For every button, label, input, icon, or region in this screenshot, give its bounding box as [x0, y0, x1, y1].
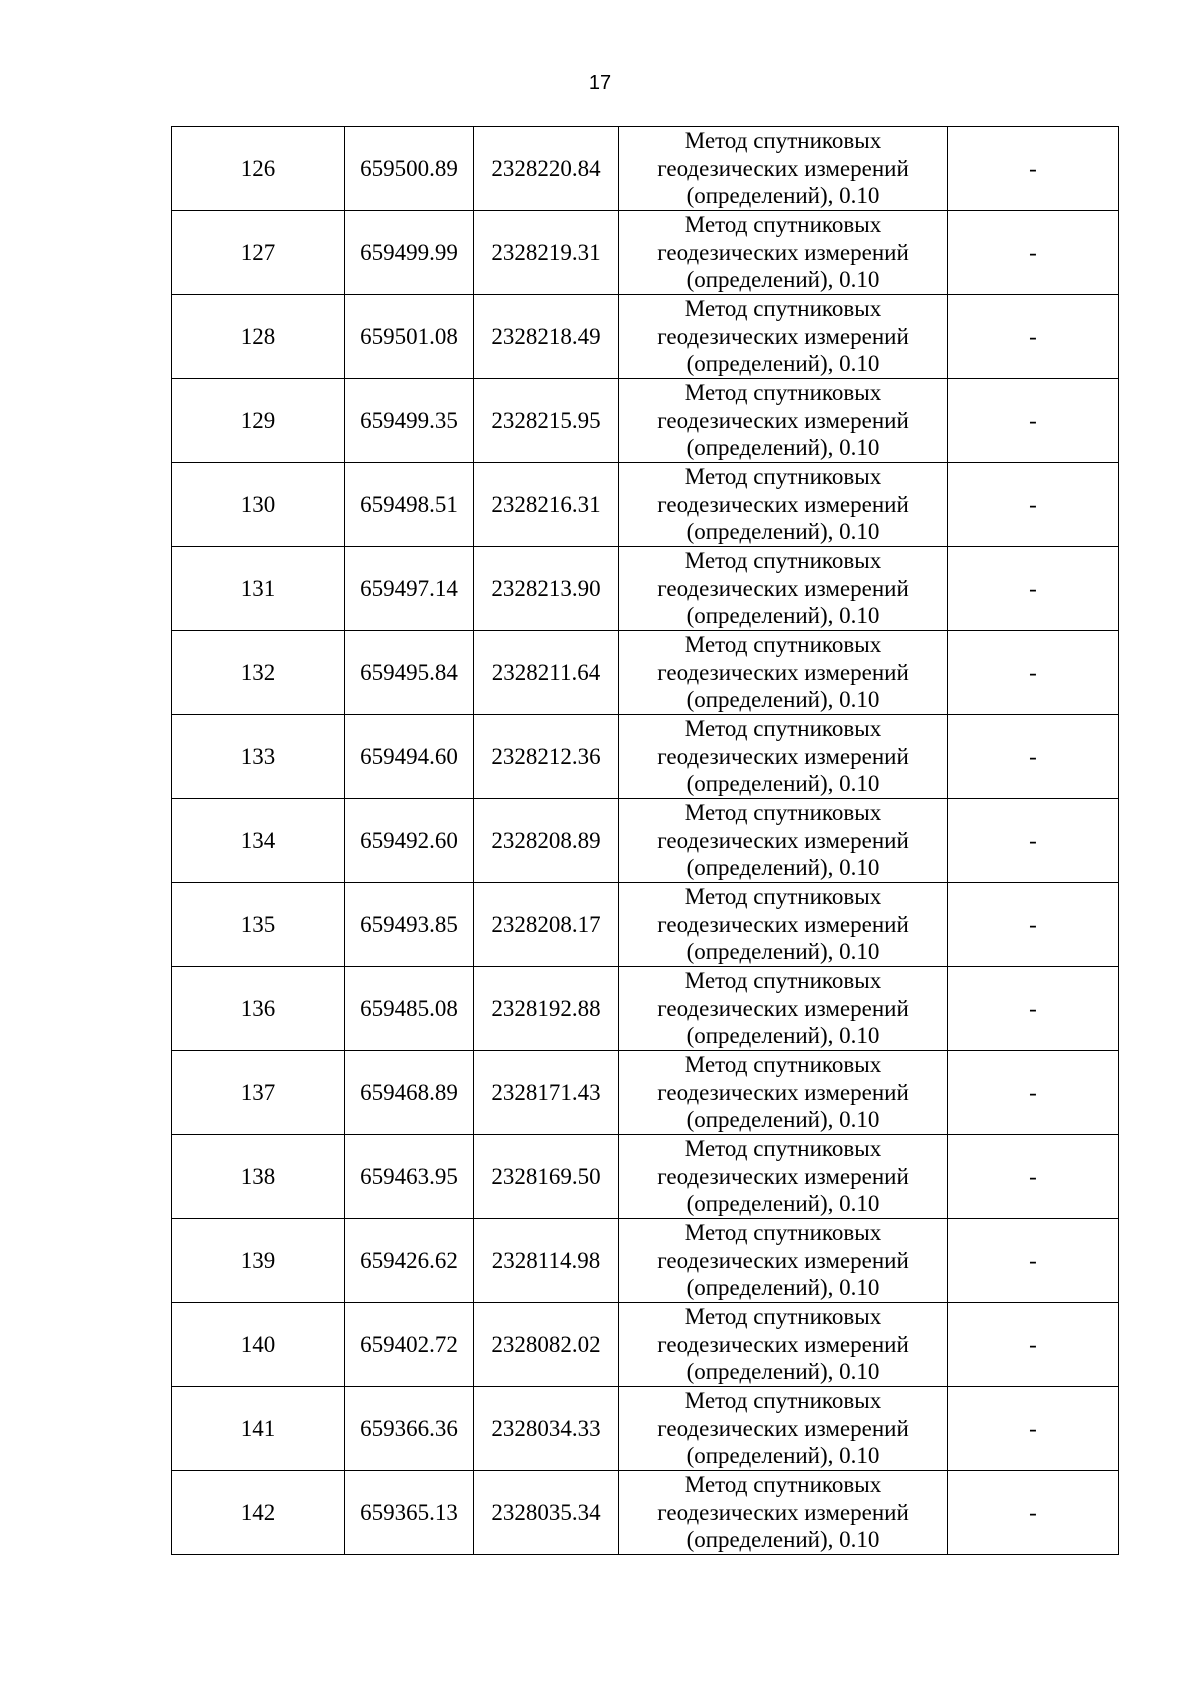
method-line-3: (определений), 0.10	[686, 183, 880, 209]
method-line-1: Метод спутниковых	[684, 1052, 882, 1078]
x-coordinate-cell	[345, 799, 474, 883]
method-cell	[619, 715, 948, 799]
point-number: 139	[240, 1247, 276, 1273]
method-line-2: геодезических измерений	[657, 1163, 909, 1189]
method-cell	[619, 547, 948, 631]
method-line-3: (определений), 0.10	[686, 603, 880, 629]
method-cell	[619, 295, 948, 379]
method-cell	[619, 631, 948, 715]
method-line-3: (определений), 0.10	[686, 855, 880, 881]
table-row	[172, 211, 1119, 295]
method-line-2: геодезических измерений	[657, 407, 909, 433]
note-cell	[948, 379, 1119, 463]
method-line-3: (определений), 0.10	[686, 939, 880, 965]
point-number-cell	[172, 967, 345, 1051]
point-number-cell	[172, 799, 345, 883]
y-coordinate: 2328211.64	[491, 659, 601, 685]
point-number: 126	[240, 155, 276, 181]
method-line-2: геодезических измерений	[657, 575, 909, 601]
y-coordinate: 2328212.36	[491, 743, 601, 769]
note: -	[1029, 1079, 1037, 1105]
table-row	[172, 1135, 1119, 1219]
method-line-1: Метод спутниковых	[684, 1136, 882, 1162]
method-line-2: геодезических измерений	[657, 743, 909, 769]
table-row	[172, 295, 1119, 379]
x-coordinate-cell	[345, 127, 474, 211]
point-number: 134	[240, 827, 276, 853]
y-coordinate-cell	[474, 1303, 619, 1387]
method-line-1: Метод спутниковых	[684, 632, 882, 658]
point-number: 132	[240, 659, 276, 685]
x-coordinate: 659426.62	[360, 1247, 458, 1273]
method-line-2: геодезических измерений	[657, 491, 909, 517]
x-coordinate: 659468.89	[360, 1079, 458, 1105]
note-cell	[948, 211, 1119, 295]
point-number-cell	[172, 547, 345, 631]
method-line-2: геодезических измерений	[657, 911, 909, 937]
method-line-2: геодезических измерений	[657, 995, 909, 1021]
method-line-3: (определений), 0.10	[686, 1107, 880, 1133]
note-cell	[948, 1387, 1119, 1471]
method-line-1: Метод спутниковых	[684, 1472, 882, 1498]
x-coordinate: 659501.08	[360, 323, 458, 349]
note-cell	[948, 127, 1119, 211]
point-number: 131	[240, 575, 276, 601]
method-line-1: Метод спутниковых	[684, 1220, 882, 1246]
y-coordinate-cell	[474, 799, 619, 883]
point-number: 138	[240, 1163, 276, 1189]
method-line-3: (определений), 0.10	[686, 267, 880, 293]
note: -	[1029, 743, 1037, 769]
note: -	[1029, 1247, 1037, 1273]
y-coordinate: 2328220.84	[491, 155, 601, 181]
y-coordinate-cell	[474, 631, 619, 715]
note-cell	[948, 883, 1119, 967]
y-coordinate-cell	[474, 379, 619, 463]
note-cell	[948, 463, 1119, 547]
note-cell	[948, 295, 1119, 379]
note-cell	[948, 1219, 1119, 1303]
table-row	[172, 967, 1119, 1051]
note: -	[1029, 1415, 1037, 1441]
point-number-cell	[172, 1471, 345, 1555]
method-cell	[619, 883, 948, 967]
x-coordinate-cell	[345, 967, 474, 1051]
y-coordinate: 2328169.50	[491, 1163, 601, 1189]
point-number-cell	[172, 463, 345, 547]
y-coordinate: 2328192.88	[491, 995, 601, 1021]
point-number: 140	[240, 1331, 276, 1357]
x-coordinate-cell	[345, 1051, 474, 1135]
method-cell	[619, 1303, 948, 1387]
x-coordinate-cell	[345, 1219, 474, 1303]
x-coordinate: 659499.35	[360, 407, 458, 433]
point-number: 136	[240, 995, 276, 1021]
note: -	[1029, 575, 1037, 601]
note: -	[1029, 827, 1037, 853]
point-number: 142	[240, 1499, 276, 1525]
table-row	[172, 883, 1119, 967]
point-number-cell	[172, 379, 345, 463]
point-number-cell	[172, 631, 345, 715]
method-cell	[619, 463, 948, 547]
note-cell	[948, 799, 1119, 883]
y-coordinate-cell	[474, 967, 619, 1051]
table-row	[172, 1051, 1119, 1135]
method-line-1: Метод спутниковых	[684, 380, 882, 406]
method-line-1: Метод спутниковых	[684, 548, 882, 574]
method-line-1: Метод спутниковых	[684, 212, 882, 238]
method-line-2: геодезических измерений	[657, 659, 909, 685]
y-coordinate: 2328171.43	[491, 1079, 601, 1105]
y-coordinate: 2328035.34	[491, 1499, 601, 1525]
note: -	[1029, 239, 1037, 265]
y-coordinate: 2328208.89	[491, 827, 601, 853]
x-coordinate: 659494.60	[360, 743, 458, 769]
y-coordinate-cell	[474, 1471, 619, 1555]
method-cell	[619, 967, 948, 1051]
note-cell	[948, 715, 1119, 799]
table-row	[172, 547, 1119, 631]
note: -	[1029, 323, 1037, 349]
x-coordinate-cell	[345, 547, 474, 631]
y-coordinate-cell	[474, 547, 619, 631]
table-row	[172, 715, 1119, 799]
y-coordinate: 2328082.02	[491, 1331, 601, 1357]
x-coordinate-cell	[345, 295, 474, 379]
x-coordinate-cell	[345, 1471, 474, 1555]
method-cell	[619, 1471, 948, 1555]
method-line-2: геодезических измерений	[657, 1415, 909, 1441]
y-coordinate-cell	[474, 127, 619, 211]
point-number: 128	[240, 323, 276, 349]
y-coordinate-cell	[474, 1387, 619, 1471]
x-coordinate: 659493.85	[360, 911, 458, 937]
y-coordinate-cell	[474, 883, 619, 967]
x-coordinate-cell	[345, 715, 474, 799]
method-line-3: (определений), 0.10	[686, 1191, 880, 1217]
coordinates-table-body	[172, 127, 1119, 1555]
x-coordinate: 659500.89	[360, 155, 458, 181]
method-line-1: Метод спутниковых	[684, 884, 882, 910]
method-line-3: (определений), 0.10	[686, 519, 880, 545]
y-coordinate: 2328218.49	[491, 323, 601, 349]
note: -	[1029, 491, 1037, 517]
method-cell	[619, 1219, 948, 1303]
method-line-2: геодезических измерений	[657, 1331, 909, 1357]
method-line-3: (определений), 0.10	[686, 771, 880, 797]
x-coordinate: 659497.14	[360, 575, 458, 601]
method-line-3: (определений), 0.10	[686, 1275, 880, 1301]
method-line-3: (определений), 0.10	[686, 351, 880, 377]
point-number: 135	[240, 911, 276, 937]
note-cell	[948, 967, 1119, 1051]
x-coordinate: 659498.51	[360, 491, 458, 517]
method-line-1: Метод спутниковых	[684, 716, 882, 742]
point-number-cell	[172, 715, 345, 799]
method-line-2: геодезических измерений	[657, 239, 909, 265]
point-number-cell	[172, 1051, 345, 1135]
x-coordinate-cell	[345, 631, 474, 715]
table-row	[172, 127, 1119, 211]
point-number-cell	[172, 883, 345, 967]
x-coordinate-cell	[345, 211, 474, 295]
note: -	[1029, 1499, 1037, 1525]
method-line-3: (определений), 0.10	[686, 1023, 880, 1049]
method-line-1: Метод спутниковых	[684, 296, 882, 322]
x-coordinate-cell	[345, 1387, 474, 1471]
method-line-1: Метод спутниковых	[684, 128, 882, 154]
method-cell	[619, 1135, 948, 1219]
note-cell	[948, 1051, 1119, 1135]
x-coordinate: 659499.99	[360, 239, 458, 265]
y-coordinate: 2328034.33	[491, 1415, 601, 1441]
point-number: 129	[240, 407, 276, 433]
y-coordinate: 2328219.31	[491, 239, 601, 265]
point-number-cell	[172, 1135, 345, 1219]
point-number: 130	[240, 491, 276, 517]
method-line-1: Метод спутниковых	[684, 800, 882, 826]
method-line-2: геодезических измерений	[657, 1079, 909, 1105]
method-cell	[619, 1051, 948, 1135]
note: -	[1029, 407, 1037, 433]
note-cell	[948, 1135, 1119, 1219]
x-coordinate-cell	[345, 379, 474, 463]
point-number: 127	[240, 239, 276, 265]
note-cell	[948, 1303, 1119, 1387]
method-line-1: Метод спутниковых	[684, 1304, 882, 1330]
table-row	[172, 379, 1119, 463]
x-coordinate: 659366.36	[360, 1415, 458, 1441]
note: -	[1029, 911, 1037, 937]
method-cell	[619, 211, 948, 295]
table-row	[172, 631, 1119, 715]
table-row	[172, 1471, 1119, 1555]
method-cell	[619, 799, 948, 883]
x-coordinate: 659365.13	[360, 1499, 458, 1525]
point-number-cell	[172, 211, 345, 295]
note-cell	[948, 547, 1119, 631]
method-line-3: (определений), 0.10	[686, 1359, 880, 1385]
x-coordinate-cell	[345, 463, 474, 547]
y-coordinate: 2328114.98	[491, 1247, 601, 1273]
note: -	[1029, 995, 1037, 1021]
method-line-3: (определений), 0.10	[686, 687, 880, 713]
y-coordinate: 2328215.95	[491, 407, 601, 433]
table-row	[172, 799, 1119, 883]
x-coordinate: 659402.72	[360, 1331, 458, 1357]
x-coordinate: 659485.08	[360, 995, 458, 1021]
x-coordinate: 659495.84	[360, 659, 458, 685]
table-row	[172, 1219, 1119, 1303]
note: -	[1029, 1331, 1037, 1357]
method-line-3: (определений), 0.10	[686, 435, 880, 461]
method-line-3: (определений), 0.10	[686, 1443, 880, 1469]
method-line-1: Метод спутниковых	[684, 464, 882, 490]
y-coordinate-cell	[474, 1219, 619, 1303]
y-coordinate-cell	[474, 1135, 619, 1219]
point-number-cell	[172, 1219, 345, 1303]
table-row	[172, 1387, 1119, 1471]
point-number-cell	[172, 1303, 345, 1387]
y-coordinate-cell	[474, 715, 619, 799]
method-line-1: Метод спутниковых	[684, 1388, 882, 1414]
page-number: 17	[588, 72, 612, 94]
method-line-2: геодезических измерений	[657, 1247, 909, 1273]
table-row	[172, 463, 1119, 547]
method-cell	[619, 127, 948, 211]
note: -	[1029, 659, 1037, 685]
x-coordinate: 659463.95	[360, 1163, 458, 1189]
method-line-2: геодезических измерений	[657, 1499, 909, 1525]
x-coordinate: 659492.60	[360, 827, 458, 853]
point-number: 141	[240, 1415, 276, 1441]
x-coordinate-cell	[345, 883, 474, 967]
point-number: 137	[240, 1079, 276, 1105]
y-coordinate-cell	[474, 1051, 619, 1135]
table-row	[172, 1303, 1119, 1387]
y-coordinate-cell	[474, 295, 619, 379]
x-coordinate-cell	[345, 1303, 474, 1387]
note-cell	[948, 1471, 1119, 1555]
point-number-cell	[172, 1387, 345, 1471]
x-coordinate-cell	[345, 1135, 474, 1219]
point-number: 133	[240, 743, 276, 769]
method-cell	[619, 379, 948, 463]
method-line-2: геодезических измерений	[657, 323, 909, 349]
point-number-cell	[172, 295, 345, 379]
y-coordinate: 2328213.90	[491, 575, 601, 601]
note: -	[1029, 155, 1037, 181]
y-coordinate: 2328208.17	[491, 911, 601, 937]
y-coordinate-cell	[474, 211, 619, 295]
y-coordinate-cell	[474, 463, 619, 547]
note: -	[1029, 1163, 1037, 1189]
method-line-1: Метод спутниковых	[684, 968, 882, 994]
method-line-2: геодезических измерений	[657, 827, 909, 853]
coordinates-table	[171, 126, 1119, 1555]
method-line-3: (определений), 0.10	[686, 1527, 880, 1553]
method-cell	[619, 1387, 948, 1471]
point-number-cell	[172, 127, 345, 211]
method-line-2: геодезических измерений	[657, 155, 909, 181]
note-cell	[948, 631, 1119, 715]
y-coordinate: 2328216.31	[491, 491, 601, 517]
